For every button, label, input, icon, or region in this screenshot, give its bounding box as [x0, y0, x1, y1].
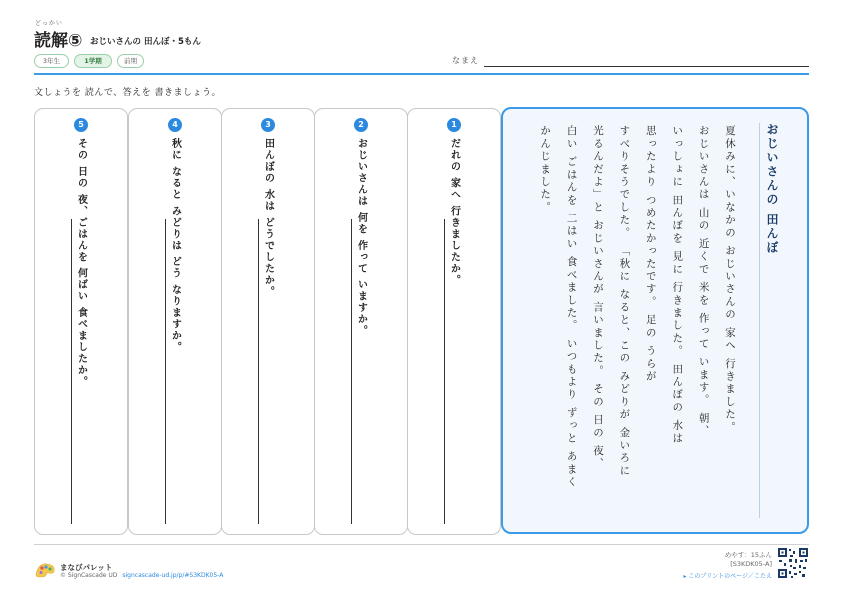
question-text: だれの 家へ 行きましたか。 [448, 138, 460, 286]
brand-name: まなびパレット [60, 563, 113, 572]
passage-line: すべりそうでした。 「秋に なると、この みどりが 金いろに [618, 125, 631, 478]
copyright-text: © SignCascade UD [60, 572, 118, 579]
question-card-4 [128, 108, 222, 535]
title-reading: どっかい [35, 20, 63, 27]
answer-line[interactable] [258, 219, 259, 524]
header-divider [34, 73, 809, 75]
question-card-2 [314, 108, 408, 535]
source-link[interactable]: signcascade-ud.jp/p/#S3KDK05-A [122, 572, 224, 579]
worksheet-code: [S3KDK05-A] [730, 560, 772, 568]
passage-body [532, 125, 743, 520]
passage-line: 光るんだよ」と おじいさんが 言いました。 その 日の 夜、 [591, 125, 604, 471]
worksheet-subtitle: おじいさんの 田んぼ・5もん [90, 37, 201, 47]
passage-line: 夏休みに、いなかの おじいさんの 家へ 行きました。 [724, 125, 736, 434]
question-card-1 [407, 108, 501, 535]
passage-divider [759, 123, 760, 518]
question-text: おじいさんは 何を 作って いますか。 [355, 138, 367, 337]
passage-line: いっしょに 田んぼを 見に 行きました。 田んぼの 水は [671, 125, 684, 445]
question-number-badge: 4 [168, 118, 182, 132]
answer-line[interactable] [165, 219, 166, 524]
question-card-3 [221, 108, 315, 535]
copyright-line [60, 572, 223, 579]
question-number-badge: 2 [354, 118, 368, 132]
title-text: 読解⑤ [34, 31, 83, 51]
passage-line: 思ったより つめたかったです。 足の うらが [644, 125, 657, 383]
answer-line[interactable] [351, 219, 352, 524]
answer-line[interactable] [71, 219, 72, 524]
print-page-link[interactable]: ▸ このプリントのページ／こたえ [683, 573, 772, 580]
passage-line: 白い ごはんを 二はい 食べました。 いつもより ずっと あまく [565, 125, 578, 489]
qr-code-icon[interactable] [777, 547, 809, 579]
grade-badge: 3年生 [34, 54, 69, 68]
term-badge: 1学期 [74, 54, 112, 68]
question-number-badge: 1 [447, 118, 461, 132]
passage-line: かんじました。 [539, 125, 552, 214]
half-badge: 前期 [117, 54, 144, 68]
question-number-badge: 3 [261, 118, 275, 132]
question-text: 秋に なると みどりは どう なりますか。 [169, 138, 181, 354]
time-estimate: めやす：15ふん [724, 551, 772, 559]
answer-line[interactable] [444, 219, 445, 524]
question-number-badge: 5 [74, 118, 88, 132]
footer-divider [34, 544, 809, 545]
name-label: なまえ [452, 56, 479, 65]
name-input-line[interactable] [484, 66, 809, 67]
question-card-5 [34, 108, 128, 535]
instruction-text: 文しょうを 読んで、答えを 書きましょう。 [34, 88, 222, 98]
palette-logo-icon [34, 560, 56, 578]
question-text: その 日の 夜、ごはんを 何ばい 食べましたか。 [75, 138, 87, 388]
passage-panel [501, 107, 809, 534]
worksheet-title [34, 20, 83, 51]
passage-title: おじいさんの 田んぼ [765, 123, 779, 256]
passage-line: おじいさんは 山の 近くで 米を 作って います。 朝、 [697, 125, 710, 438]
question-text: 田んぼの 水は どうでしたか。 [262, 138, 274, 298]
